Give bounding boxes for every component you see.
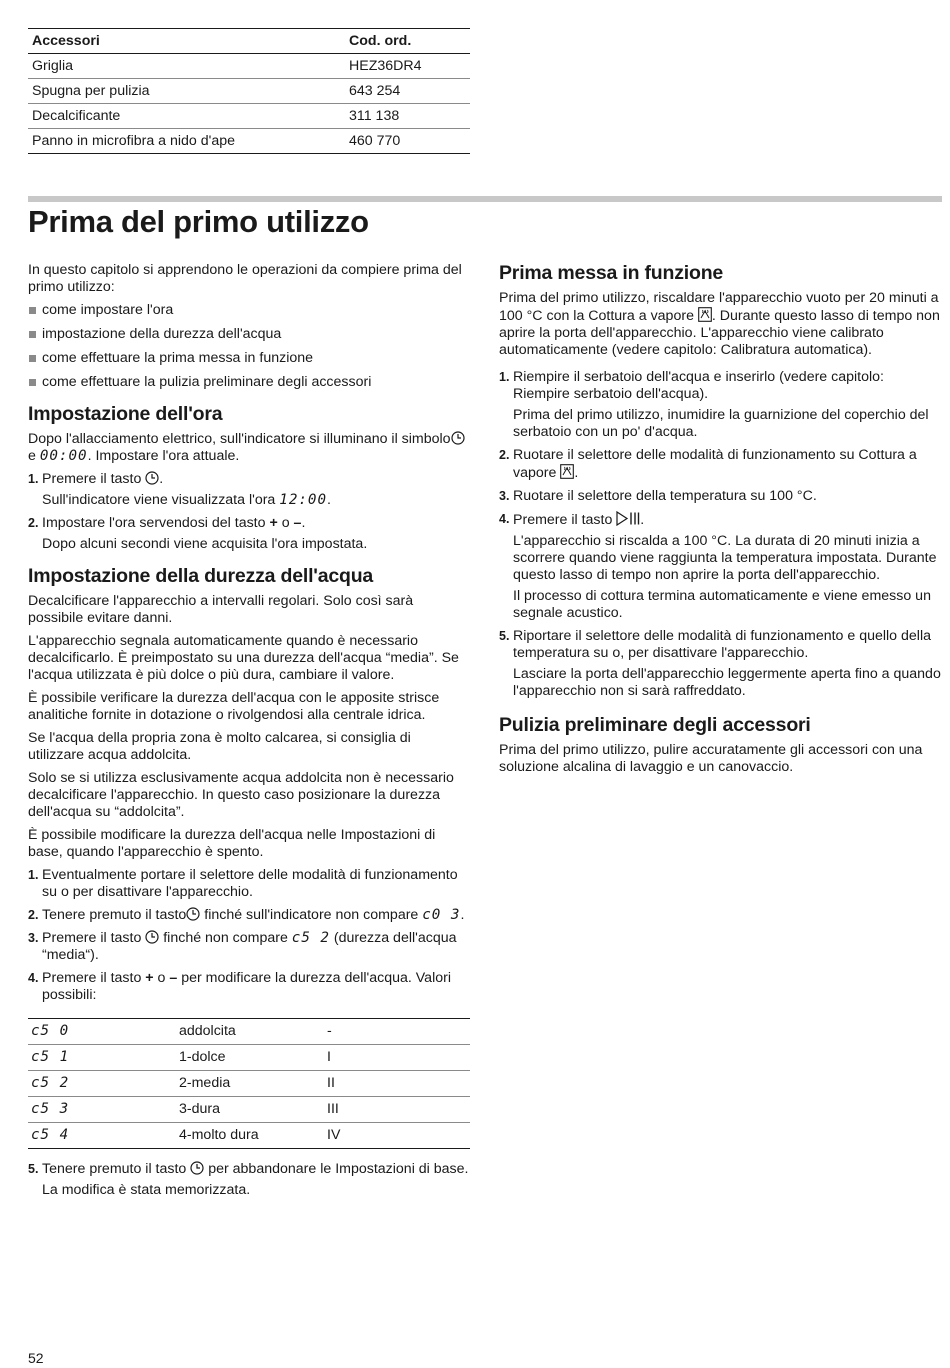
table-row (28, 54, 470, 79)
text-run: o (153, 970, 170, 986)
text-run: , per disattivare l'apparecchio. (620, 645, 809, 661)
table-cell: 2-media (176, 1071, 324, 1097)
table-header-row (28, 29, 470, 54)
display-readout: c0 3 (422, 907, 461, 923)
durezza-paragraph: Decalcificare l'apparecchio a intervalli regolari. Solo così sarà possibile evitare danni. (28, 593, 414, 626)
text-run: Premere il tasto (42, 930, 146, 946)
text-run: Dopo l'allacciamento elettrico, sull'indicatore si illuminano il simbolo (28, 431, 451, 447)
right-column (499, 262, 942, 782)
steam-cooking-icon (698, 307, 712, 322)
heading-ora: Impostazione dell'ora (28, 403, 223, 425)
step-item (28, 1161, 470, 1199)
step-item (499, 369, 942, 441)
table-cell: 643 254 (345, 79, 470, 104)
step-item (28, 471, 470, 509)
display-code: c5 0 (28, 1019, 176, 1045)
step-subtext: Prima del primo utilizzo, inumidire la guarnizione del coperchio del serbatoio con un po' d'acqua. (513, 407, 929, 440)
page-number: 52 (28, 1350, 44, 1366)
clock-icon (186, 907, 200, 921)
step-item (499, 488, 942, 505)
step-number: 4. (499, 512, 510, 526)
left-column (28, 262, 470, 1205)
display-code: c5 4 (28, 1123, 176, 1149)
text-run: Riempire il serbatoio dell'acqua e inserirlo (vedere capitolo: Riempire serbatoio dell'acqua). (513, 369, 884, 402)
list-item: come impostare l'ora (28, 302, 470, 319)
minus-key-symbol: – (293, 515, 302, 531)
table-header-accessori: Accessori (28, 29, 345, 54)
list-item: impostazione della durezza dell'acqua (28, 326, 470, 343)
step-number: 5. (499, 629, 510, 643)
intro-bullet-list (28, 302, 470, 391)
step-item (28, 867, 470, 901)
text-run: Prima del primo utilizzo, riscaldare l'apparecchio vuoto per 20 minuti a 100 °C con la Cottura a vapore (499, 290, 939, 324)
text-run: . (159, 471, 164, 487)
accessories-table (28, 28, 470, 154)
durezza-steps (28, 867, 470, 1004)
text-run: Impostare l'ora servendosi del tasto (42, 515, 270, 531)
table-cell: Spugna per pulizia (28, 79, 345, 104)
heading-pulizia: Pulizia preliminare degli accessori (499, 714, 811, 736)
step-subtext (42, 492, 470, 509)
table-cell: addolcita (176, 1019, 324, 1045)
messa-steps (499, 369, 942, 700)
table-cell: 4-molto dura (176, 1123, 324, 1149)
text-run: finché non compare (159, 930, 292, 946)
step-item (28, 907, 470, 924)
pulizia-paragraph: Prima del primo utilizzo, pulire accuratamente gli accessori con una soluzione alcalina di lavaggio e un canovaccio. (499, 742, 923, 775)
display-readout: c5 2 (291, 930, 330, 946)
clock-icon (145, 471, 159, 485)
display-code: c5 1 (28, 1045, 176, 1071)
table-cell: - (324, 1019, 470, 1045)
minus-key-symbol: – (169, 970, 178, 986)
step-item (28, 970, 470, 1004)
step-item (28, 930, 470, 964)
table-cell: IV (324, 1123, 470, 1149)
table-cell: II (324, 1071, 470, 1097)
step-subtext: Lasciare la porta dell'apparecchio leggermente aperta fino a quando l'apparecchio non si sarà raffreddato. (513, 666, 941, 699)
display-readout: 12:00 (279, 492, 327, 508)
table-cell: Panno in microfibra a nido d'ape (28, 129, 345, 154)
table-row (28, 129, 470, 154)
page-title: Prima del primo utilizzo (28, 204, 369, 239)
text-run: Tenere premuto il tasto (42, 1161, 191, 1177)
table-row (28, 79, 470, 104)
heading-messa: Prima messa in funzione (499, 262, 724, 284)
ora-paragraph (28, 431, 470, 465)
text-run: per disattivare l'apparecchio. (68, 884, 253, 900)
text-run: . (460, 907, 465, 923)
step-number: 1. (28, 868, 39, 882)
plus-key-symbol: + (269, 515, 278, 531)
text-run: (durezza dell'acqua “media“). (42, 930, 457, 963)
text-run: per abbandonare le Impostazioni di base. (204, 1161, 469, 1177)
clock-icon (145, 930, 159, 944)
clock-icon (451, 431, 465, 445)
table-cell: Griglia (28, 54, 345, 79)
step-subtext: Il processo di cottura termina automaticamente e viene emesso un segnale acustico. (513, 588, 931, 621)
durezza-paragraph: È possibile modificare la durezza dell'acqua nelle Impostazioni di base, quando l'apparecchio è spento. (28, 827, 436, 860)
display-readout: 00:00 (39, 448, 88, 464)
text-run: . (574, 465, 579, 481)
plus-key-symbol: + (145, 970, 154, 986)
text-run: Eventualmente portare il selettore delle modalità di funzionamento su (42, 867, 458, 900)
text-run: per modificare la durezza dell'acqua. Valori possibili: (42, 970, 451, 1003)
text-run: . (301, 515, 306, 531)
step-item (28, 515, 470, 553)
text-run: . (327, 492, 331, 508)
step-item (499, 511, 942, 622)
durezza-paragraph: Se l'acqua della propria zona è molto calcarea, si consiglia di utilizzare acqua addolcita. (28, 730, 411, 763)
step-item (499, 628, 942, 700)
table-cell: 311 138 (345, 104, 470, 129)
text-run: o (277, 515, 294, 531)
list-item: come effettuare la prima messa in funzione (28, 350, 470, 367)
section-divider (28, 196, 942, 202)
text-run: Premere il tasto (513, 512, 617, 528)
display-code: c5 2 (28, 1071, 176, 1097)
table-row (28, 104, 470, 129)
text-run: . Durante questo lasso di tempo non aprire la porta dell'apparecchio. L'apparecchio viene calibrato automaticamente (vedere capitolo: Calibratura automatica). (499, 308, 940, 358)
off-symbol: o (60, 884, 69, 900)
table-cell: 1-dolce (176, 1045, 324, 1071)
text-run: e (28, 448, 40, 464)
table-row (28, 1097, 470, 1123)
intro-text: In questo capitolo si apprendono le operazioni da compiere prima del primo utilizzo: (28, 262, 462, 295)
text-run: Ruotare il selettore della temperatura su 100 °C. (513, 488, 817, 504)
hardness-values-table (28, 1018, 470, 1149)
off-symbol: o (612, 645, 621, 661)
steam-cooking-icon (560, 464, 574, 479)
step-subtext: Dopo alcuni secondi viene acquisita l'ora impostata. (42, 536, 368, 552)
clock-icon (190, 1161, 204, 1175)
start-stop-icon (616, 511, 640, 526)
step-item (499, 447, 942, 482)
text-run: . Impostare l'ora attuale. (87, 448, 240, 464)
text-run: Ruotare il selettore delle modalità di funzionamento su Cottura a vapore (513, 447, 917, 481)
ora-steps (28, 471, 470, 553)
step-number: 1. (499, 370, 510, 384)
table-header-cod: Cod. ord. (345, 29, 470, 54)
text-run: finché sull'indicatore non compare (200, 907, 423, 923)
table-cell: Decalcificante (28, 104, 345, 129)
durezza-steps-continued (28, 1161, 470, 1199)
table-row (28, 1019, 470, 1045)
heading-durezza: Impostazione della durezza dell'acqua (28, 565, 374, 587)
step-number: 4. (28, 971, 39, 985)
text-run: Sull'indicatore viene visualizzata l'ora (42, 492, 280, 508)
table-cell: I (324, 1045, 470, 1071)
step-number: 3. (28, 931, 39, 945)
table-row (28, 1045, 470, 1071)
step-subtext: La modifica è stata memorizzata. (42, 1182, 251, 1198)
display-code: c5 3 (28, 1097, 176, 1123)
list-item: come effettuare la pulizia preliminare degli accessori (28, 374, 470, 391)
table-cell: HEZ36DR4 (345, 54, 470, 79)
step-number: 2. (499, 448, 510, 462)
step-subtext: L'apparecchio si riscalda a 100 °C. La durata di 20 minuti inizia a scorrere quando viene raggiunta la temperatura impostata. Durante questo lasso di tempo non aprire la porta dell'apparecchio. (513, 533, 937, 583)
text-run: Tenere premuto il tasto (42, 907, 187, 923)
text-run: Premere il tasto (42, 970, 146, 986)
durezza-paragraph: L'apparecchio segnala automaticamente quando è necessario decalcificarlo. È preimpostato su una durezza dell'acqua “media”. Se l'acqua utilizzata è più dolce o più dura, cambiare il valore. (28, 633, 459, 683)
table-row (28, 1071, 470, 1097)
step-number: 5. (28, 1162, 39, 1176)
table-cell: 460 770 (345, 129, 470, 154)
text-run: . (640, 512, 645, 528)
durezza-paragraph: È possibile verificare la durezza dell'acqua con le apposite strisce analitiche fornite in dotazione o rivolgendosi alla centrale idrica. (28, 690, 440, 723)
step-number: 2. (28, 908, 39, 922)
table-cell: III (324, 1097, 470, 1123)
durezza-paragraph: Solo se si utilizza esclusivamente acqua addolcita non è necessario decalcificare l'apparecchio. In questo caso posizionare la durezza dell'acqua su “addolcita”. (28, 770, 454, 820)
text-run: Premere il tasto (42, 471, 146, 487)
table-row (28, 1123, 470, 1149)
table-cell: 3-dura (176, 1097, 324, 1123)
step-number: 1. (28, 472, 39, 486)
step-number: 3. (499, 489, 510, 503)
step-number: 2. (28, 516, 39, 530)
text-run: Riportare il selettore delle modalità di funzionamento e quello della temperatura su (513, 628, 931, 661)
messa-paragraph (499, 290, 942, 359)
